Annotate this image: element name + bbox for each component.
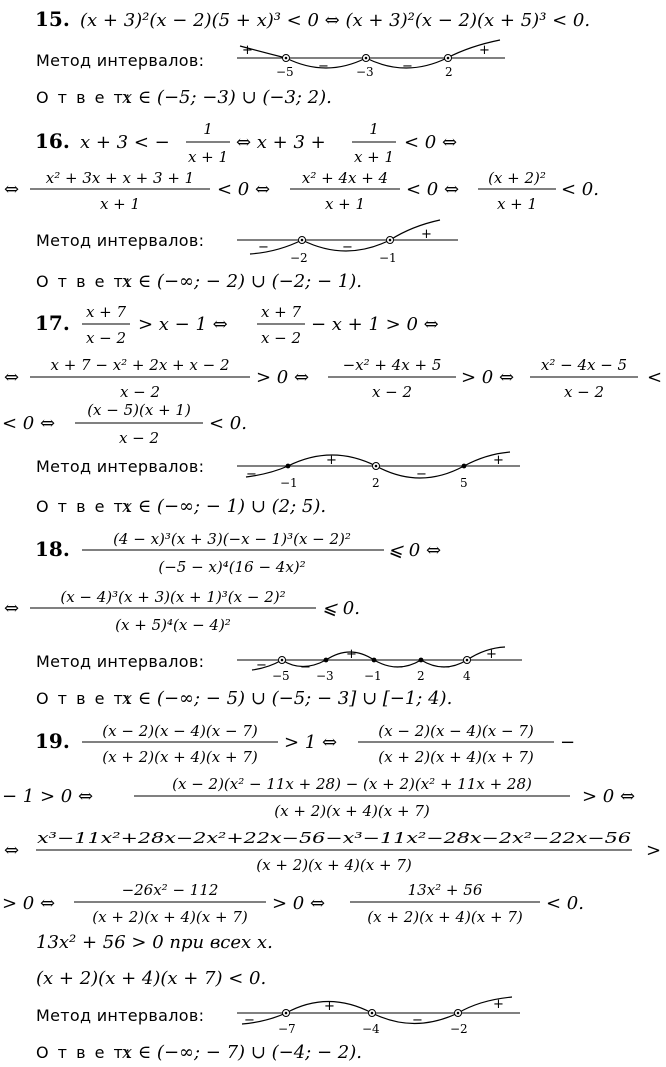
statement: > 0 ⇔ [272, 893, 326, 914]
sign-plus: + [326, 453, 337, 468]
problem-number: 19. [35, 729, 70, 753]
sign-curve [240, 40, 500, 68]
fraction-numerator: (x − 2)(x − 4)(x − 7) [378, 722, 534, 740]
tick-label: −1 [364, 669, 382, 683]
tick-label: −2 [290, 251, 308, 265]
filled-point [286, 464, 291, 469]
fraction-numerator: x² + 3x + x + 3 + 1 [45, 169, 195, 187]
statement: (x + 3)²(x − 2)(5 + x)³ < 0 ⇔ (x + 3)²(x − 2)(x + 5)³ < 0. [80, 10, 591, 31]
sign-plus: + [486, 647, 497, 662]
statement: > 0 ⇔ [582, 786, 636, 807]
answer-value: x ∈ (−∞; − 5) ∪ (−5; − 3] ∪ [−1; 4). [122, 688, 453, 709]
fraction-denominator: x + 1 [496, 195, 538, 213]
fraction-numerator: 1 [369, 120, 379, 138]
equiv-sign: ⇔ [4, 179, 20, 200]
fraction-denominator: (x + 2)(x + 4)(x + 7) [256, 856, 412, 874]
fraction-numerator: 13x² + 56 [407, 881, 483, 899]
filled-point [372, 658, 377, 663]
interval-diagram [237, 452, 520, 490]
fraction-denominator: x + 1 [187, 148, 229, 166]
problem-number: 15. [35, 7, 70, 31]
open-point-center [281, 659, 284, 662]
fraction-denominator: (x + 2)(x + 4)(x + 7) [367, 908, 523, 926]
statement: x + 3 < − [80, 132, 170, 153]
statement: > x − 1 ⇔ [138, 314, 228, 335]
open-point-center [447, 57, 450, 60]
sign-minus: − [244, 1013, 255, 1028]
filled-point [419, 658, 424, 663]
fraction-numerator: −x² + 4x + 5 [342, 356, 442, 374]
tick-label: −7 [278, 1022, 296, 1036]
equiv-sign: ⇔ [4, 840, 20, 861]
statement: > 1 ⇔ [284, 732, 338, 753]
interval-diagram [237, 997, 520, 1036]
answer-label: О т в е т: [36, 88, 133, 107]
interval-diagram [237, 647, 522, 683]
open-point-center [457, 1012, 460, 1015]
fraction-numerator: −26x² − 112 [121, 881, 219, 899]
sign-plus: + [421, 227, 432, 242]
fraction-denominator: (x + 2)(x + 4)(x + 7) [102, 748, 258, 766]
fraction-denominator: (x + 2)(x + 4)(x + 7) [378, 748, 534, 766]
fraction-denominator: x + 1 [353, 148, 395, 166]
open-point-center [375, 465, 378, 468]
fraction-numerator: x + 7 [85, 303, 127, 321]
fraction-numerator: x + 7 [260, 303, 302, 321]
method-label: Метод интервалов: [36, 1006, 205, 1025]
tick-label: −3 [356, 65, 374, 79]
sign-minus: − [300, 660, 311, 675]
problem-16 [4, 120, 599, 292]
fraction-numerator: (x − 4)³(x + 3)(x + 1)³(x − 2)² [60, 588, 286, 606]
tick-label: 4 [463, 669, 471, 683]
open-point-center [285, 57, 288, 60]
statement: < [647, 367, 663, 388]
fraction-denominator: x − 2 [260, 329, 302, 347]
interval-diagram [237, 220, 458, 265]
fraction-numerator: (4 − x)³(x + 3)(−x − 1)³(x − 2)² [113, 530, 351, 548]
statement: > 0 ⇔ [2, 893, 56, 914]
statement: < 0. [561, 179, 599, 200]
fraction-numerator: (x − 2)(x − 4)(x − 7) [102, 722, 258, 740]
statement: − 1 > 0 ⇔ [2, 786, 94, 807]
sign-plus: + [346, 647, 357, 662]
statement: ⩽ 0 ⇔ [388, 540, 442, 561]
sign-plus: + [479, 43, 490, 58]
fraction-numerator: (x − 5)(x + 1) [87, 401, 191, 419]
statement: − x + 1 > 0 ⇔ [311, 314, 439, 335]
sign-curve [242, 997, 512, 1024]
sign-plus: + [493, 453, 504, 468]
sign-minus: − [256, 658, 267, 673]
sign-minus: − [412, 1013, 423, 1028]
open-point-center [301, 239, 304, 242]
answer-label: О т в е т: [36, 272, 133, 291]
open-point-center [371, 1012, 374, 1015]
open-point-center [466, 659, 469, 662]
tick-label: −3 [316, 669, 334, 683]
filled-point [324, 658, 329, 663]
sign-minus: − [416, 467, 427, 482]
tick-label: 2 [372, 476, 380, 490]
open-point-center [285, 1012, 288, 1015]
fraction-denominator: (x + 2)(x + 4)(x + 7) [92, 908, 248, 926]
fraction-denominator: x − 2 [85, 329, 127, 347]
problem-15 [35, 7, 590, 108]
tick-label: 2 [417, 669, 425, 683]
statement: < 0. [209, 413, 247, 434]
sign-minus: − [258, 240, 269, 255]
problem-number: 18. [35, 537, 70, 561]
method-label: Метод интервалов: [36, 51, 205, 70]
sign-minus: − [440, 660, 451, 675]
answer-label: О т в е т: [36, 1043, 133, 1062]
fraction-denominator: (x + 2)(x + 4)(x + 7) [274, 802, 430, 820]
fraction-numerator: x² − 4x − 5 [540, 356, 628, 374]
sign-plus: + [493, 997, 504, 1012]
problem-19 [2, 722, 661, 1063]
answer-label: О т в е т: [36, 689, 133, 708]
method-label: Метод интервалов: [36, 231, 205, 250]
fraction-denominator: (−5 − x)⁴(16 − 4x)² [158, 558, 306, 576]
method-label: Метод интервалов: [36, 457, 205, 476]
sign-plus: + [324, 999, 335, 1014]
problem-number: 16. [35, 129, 70, 153]
answer-value: x ∈ (−5; −3) ∪ (−3; 2). [122, 87, 332, 108]
tick-label: −2 [450, 1022, 468, 1036]
interval-diagram [237, 40, 505, 79]
open-point-center [389, 239, 392, 242]
equiv-sign: ⇔ [4, 367, 20, 388]
sign-minus: − [318, 59, 329, 74]
tick-label: −5 [272, 669, 290, 683]
tick-label: −4 [362, 1022, 380, 1036]
statement: > 0 ⇔ [256, 367, 310, 388]
statement: < 0 ⇔ [2, 413, 56, 434]
problem-18 [4, 530, 522, 709]
fraction-denominator: x − 2 [563, 383, 605, 401]
fraction-denominator: (x + 5)⁴(x − 4)² [115, 616, 231, 634]
statement: − [560, 732, 576, 753]
fraction-denominator: x − 2 [371, 383, 413, 401]
fraction-numerator: (x + 2)² [488, 169, 546, 187]
statement: < 0. [546, 893, 584, 914]
sign-minus: − [246, 467, 257, 482]
statement: (x + 2)(x + 4)(x + 7) < 0. [36, 968, 267, 989]
statement: > [646, 840, 662, 861]
sign-minus: − [342, 240, 353, 255]
sign-minus: − [393, 660, 404, 675]
answer-value: x ∈ (−∞; − 1) ∪ (2; 5). [122, 496, 327, 517]
fraction-denominator: x − 2 [118, 429, 160, 447]
statement: > 0 ⇔ [461, 367, 515, 388]
equiv-sign: ⇔ [4, 598, 20, 619]
fraction-numerator: 1 [203, 120, 213, 138]
answer-value: x ∈ (−∞; − 7) ∪ (−4; − 2). [122, 1042, 362, 1063]
answer-label: О т в е т: [36, 497, 133, 516]
fraction-denominator: x + 1 [99, 195, 141, 213]
tick-label: 2 [445, 65, 453, 79]
statement: < 0 ⇔ [406, 179, 460, 200]
fraction-numerator: x + 7 − x² + 2x + x − 2 [50, 356, 230, 374]
statement: 13x² + 56 > 0 при всех x. [36, 932, 273, 953]
sign-minus: − [402, 59, 413, 74]
statement: < 0 ⇔ [404, 132, 458, 153]
open-point-center [365, 57, 368, 60]
sign-plus: + [242, 43, 253, 58]
filled-point [462, 464, 467, 469]
fraction-numerator: (x − 2)(x² − 11x + 28) − (x + 2)(x² + 11x + 28) [172, 775, 532, 793]
statement: ⩽ 0. [322, 598, 360, 619]
fraction-numerator: x³−11x²+28x−2x²+22x−56−x³−11x²−28x−2x²−22x−56 [37, 829, 632, 847]
method-label: Метод интервалов: [36, 652, 205, 671]
statement: < 0 ⇔ [217, 179, 271, 200]
tick-label: −1 [379, 251, 397, 265]
fraction-numerator: x² + 4x + 4 [301, 169, 389, 187]
fraction-denominator: x + 1 [324, 195, 366, 213]
statement: ⇔ x + 3 + [236, 132, 326, 153]
fraction-denominator: x − 2 [119, 383, 161, 401]
tick-label: 5 [460, 476, 468, 490]
answer-value: x ∈ (−∞; − 2) ∪ (−2; − 1). [122, 271, 362, 292]
tick-label: −1 [280, 476, 298, 490]
problem-17 [2, 303, 662, 517]
tick-label: −5 [276, 65, 294, 79]
problem-number: 17. [35, 311, 70, 335]
